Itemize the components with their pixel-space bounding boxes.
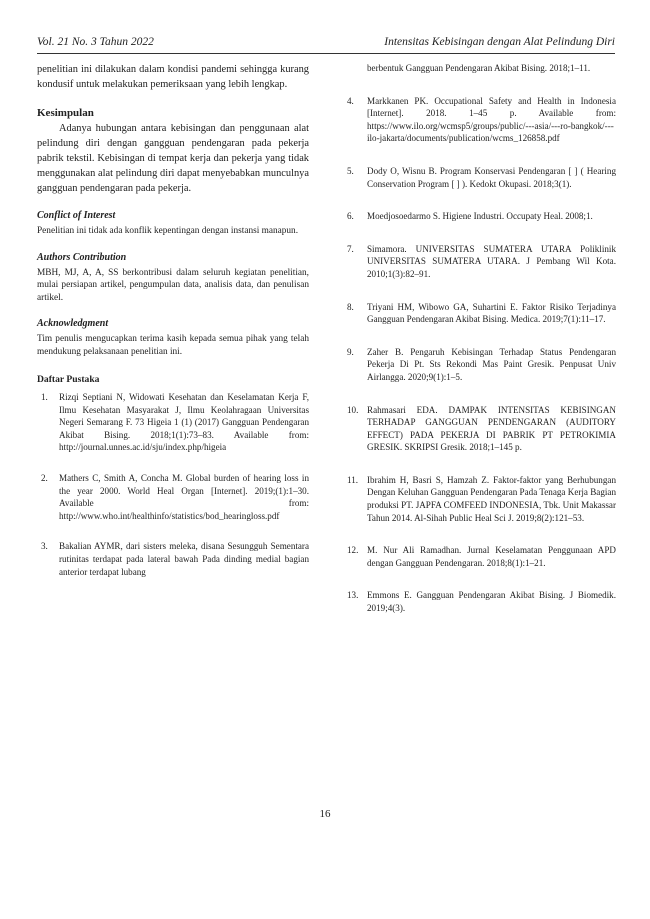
ack-text: Tim penulis mengucapkan terima kasih kepada semua pihak yang telah mendukung pelaksanaan penelitian ini. xyxy=(37,334,309,357)
reference-text: Dody O, Wisnu B. Program Konservasi Pendengaran [ ] ( Hearing Conservation Program [ ] ). Kedokt Okupasi. 2018;3(1). xyxy=(367,165,616,189)
reference-number: 11. xyxy=(347,474,359,485)
reference-item xyxy=(339,589,616,614)
reference-item xyxy=(339,95,616,145)
ack-heading: Acknowledgment xyxy=(37,318,109,329)
reference-text: Bakalian AYMR, dari sisters meleka, disana Sesungguh Sementara rutinitas terdapat pada lateral bawah Pada dinding medial bagian anterior terdapat lubang xyxy=(59,541,309,577)
reference-text: M. Nur Ali Ramadhan. Jurnal Keselamatan Penggunaan APD dengan Gangguan Pendengaran. 2018;8(1):1–21. xyxy=(367,545,616,568)
reference-number: 6. xyxy=(347,211,354,222)
reference-number: 2. xyxy=(41,472,48,483)
reference-text: Emmons E. Gangguan Pendengaran Akibat Bising. J Biomedik. 2019;4(3). xyxy=(367,590,616,614)
reference-item xyxy=(37,540,309,578)
references-heading: Daftar Pustaka xyxy=(37,374,100,385)
conclusion-paragraph: Adanya hubungan antara kebisingan dan penggunaan alat pelindung diri dengan gangguan pendengaran pada pekerja pabrik tekstil. Kebisingan di tempat kerja dan pekerja yang tidak menggunakan alat pelindung diri dapat menyebabkan munculnya gangguan pendengaran pada pekerja. xyxy=(37,123,309,194)
reference-text: Rizqi Septiani N, Widowati Kesehatan dan Keselamatan Kerja F, Ilmu Kesehatan Masyarakat J, Ilmu Keolahragaan Universitas Negeri Semarang F. 73 Higeia 1 (1) (2017) Gangguan Pendengaran Akibat Bising. 2018;1(1):73–83. Available from: http://journal.unnes.ac.id/sju/index.php/higeia xyxy=(59,392,309,453)
reference-number: 10. xyxy=(347,404,359,415)
reference-text: Zaher B. Pengaruh Kebisingan Terhadap Status Pendengaran Pekerja Di Pt. Sts Rekondi Mas Paint Gresik. Penpusat Univ Airlangga. 2020;9(1):1–5. xyxy=(367,346,616,382)
right-column xyxy=(339,62,616,635)
page-number: 16 xyxy=(319,808,331,820)
reference-item xyxy=(339,210,616,223)
reference-number: 4. xyxy=(347,95,354,106)
reference-item xyxy=(339,346,616,384)
reference-continuation: berbentuk Gangguan Pendengaran Akibat Bising. 2018;1–11. xyxy=(367,63,591,73)
left-column xyxy=(37,62,309,596)
reference-text: Mathers C, Smith A, Concha M. Global burden of hearing loss in the year 2000. World Heal Organ [Internet]. 2019;(1):1–30. Available from: http://www.who.int/healthinfo/statistics/bod_hearingloss.pdf xyxy=(59,472,309,521)
reference-number: 12. xyxy=(347,545,359,556)
reference-item xyxy=(339,301,616,326)
coi-text: Penelitian ini tidak ada konflik kepentingan dengan instansi manapun. xyxy=(37,226,299,236)
reference-number: 8. xyxy=(347,301,354,312)
article-short-title: Intensitas Kebisingan dengan Alat Pelindung Diri xyxy=(384,36,615,48)
coi-heading: Conflict of Interest xyxy=(37,210,116,221)
reference-number: 3. xyxy=(41,541,48,552)
reference-number: 13. xyxy=(347,590,359,601)
reference-number: 9. xyxy=(347,346,354,357)
reference-item xyxy=(339,243,616,281)
intro-paragraph: penelitian ini dilakukan dalam kondisi pandemi sehingga kurang kondusif untuk melakukan pemeriksaan yang lebih lengkap. xyxy=(37,64,309,90)
reference-text: Rahmasari EDA. DAMPAK INTENSITAS KEBISINGAN TERHADAP GANGGUAN PENDENGARAN (AUDITORY EFFECT) PADA PEKERJA DI PABRIK PT PETROKIMIA GRESIK. SKRIPSI Gresik. 2018;1–145 p. xyxy=(367,404,616,453)
header-rule xyxy=(37,53,615,54)
reference-item xyxy=(37,391,309,454)
running-header xyxy=(37,36,615,54)
reference-item xyxy=(339,165,616,190)
journal-volume: Vol. 21 No. 3 Tahun 2022 xyxy=(37,36,154,48)
reference-item xyxy=(339,404,616,454)
reference-text: Ibrahim H, Basri S, Hamzah Z. Faktor-faktor yang Berhubungan Dengan Keluhan Gangguan Pendengaran Pada Tenaga Kerja Bagian produksi PT. JAPFA COMFEED INDONESIA, Tbk. Unit Makassar Tahun 2014. Al-Sihah Public Heal Sci J. 2019;8(2):121–53. xyxy=(367,474,616,523)
reference-item xyxy=(37,472,309,522)
reference-number: 7. xyxy=(347,243,354,254)
reference-item xyxy=(339,544,616,569)
reference-number: 5. xyxy=(347,165,354,176)
authors-heading: Authors Contribution xyxy=(37,251,127,263)
authors-text: MBH, MJ, A, A, SS berkontribusi dalam seluruh kegiatan penelitian, mulai persiapan artikel, pengumpulan data, analisis data, dan penulisan artikel. xyxy=(37,267,309,303)
conclusion-heading: Kesimpulan xyxy=(37,107,94,119)
reference-number: 1. xyxy=(41,392,48,402)
reference-item xyxy=(339,474,616,524)
reference-text: Markkanen PK. Occupational Safety and Health in Indonesia [Internet]. 2018. 1–45 p. Available from: https://www.ilo.org/wcmsp5/groups/public/---asia/---ro-bangkok/---ilo-jakarta/documents/publication/wcms_126858.pdf xyxy=(367,95,616,144)
reference-text: Moedjosoedarmo S. Higiene Industri. Occupaty Heal. 2008;1. xyxy=(367,211,593,222)
reference-text: Triyani HM, Wibowo GA, Suhartini E. Faktor Risiko Terjadinya Gangguan Pendengaran Akibat Bising. Medica. 2019;7(1):11–17. xyxy=(367,301,616,325)
reference-text: Simamora. UNIVERSITAS SUMATERA UTARA Poliklinik UNIVERSITAS SUMATERA UTARA. J Pembang Wil Kota. 2010;1(3):82–91. xyxy=(367,243,616,279)
